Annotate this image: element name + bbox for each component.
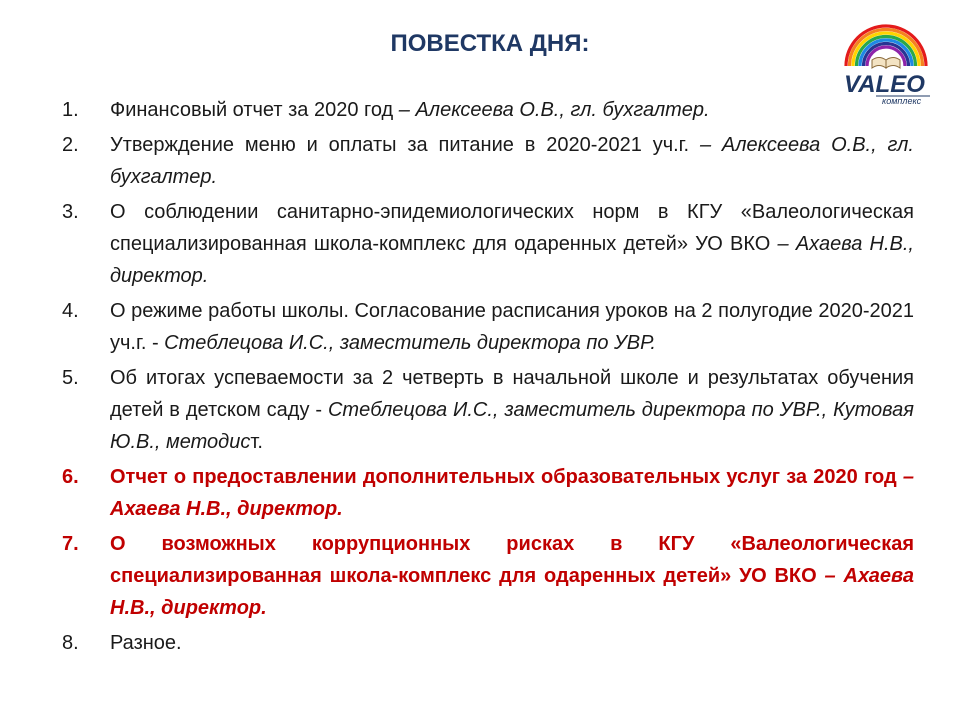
item-number: 7. (62, 533, 79, 555)
item-text (110, 461, 914, 525)
item-speaker: – Алексеева О.В., гл. бухгалтер. (398, 99, 710, 121)
item-number: 6. (62, 466, 79, 488)
item-speaker: Стеблецова И.С., заместитель директора по УВР. (164, 332, 656, 354)
item-topic: Разное. (110, 632, 182, 654)
agenda-item (62, 627, 914, 659)
item-number: 4. (62, 300, 79, 322)
item-text (110, 196, 914, 292)
item-text (110, 627, 914, 659)
logo-text-main: VALEO (844, 71, 925, 98)
item-speaker: – Ахаева Н.В., директор. (110, 565, 914, 619)
agenda-item (62, 196, 914, 292)
agenda-list (62, 94, 914, 662)
item-topic: Об итогах успеваемости за 2 четверть в начальной школе и результатах обучения детей в детском саду - (110, 367, 914, 421)
item-speaker: Стеблецова И.С., заместитель директора по УВР., Кутовая Ю.В., методис (110, 399, 914, 453)
agenda-item-highlighted (62, 461, 914, 525)
page-title: ПОВЕСТКА ДНЯ: (390, 30, 590, 57)
item-text (110, 129, 914, 193)
item-tail: т. (250, 431, 263, 453)
item-text (110, 295, 914, 359)
agenda-item (62, 129, 914, 193)
item-topic: О режиме работы школы. Согласование расписания уроков на 2 полугодие 2020-2021 уч.г. - (110, 300, 915, 354)
logo-text-sub: комплекс (882, 96, 922, 106)
item-text (110, 528, 914, 624)
item-topic: Утверждение меню и оплаты за питание в 2020-2021 уч.г. (110, 134, 700, 156)
agenda-item (62, 94, 914, 126)
item-speaker: – Ахаева Н.В., директор. (110, 466, 914, 520)
open-book-icon (872, 58, 900, 69)
item-speaker: – Алексеева О.В., гл. бухгалтер. (110, 134, 914, 188)
item-number: 1. (62, 99, 79, 121)
item-topic: Отчет о предоставлении дополнительных образовательных услуг за 2020 год (110, 466, 903, 488)
agenda-item (62, 362, 914, 458)
item-topic: Финансовый отчет за 2020 год (110, 99, 399, 121)
agenda-item (62, 295, 914, 359)
item-text (110, 362, 914, 458)
item-text (110, 94, 914, 126)
item-speaker: – Ахаева Н.В., директор. (110, 233, 914, 287)
agenda-item-highlighted (62, 528, 914, 624)
item-number: 8. (62, 632, 79, 654)
item-topic: О возможных коррупционных рисках в КГУ «Валеологическая специализированная школа-комплекс для одаренных детей» УО ВКО (110, 533, 914, 587)
item-number: 5. (62, 367, 79, 389)
item-number: 2. (62, 134, 79, 156)
item-number: 3. (62, 201, 79, 223)
item-topic: О соблюдении санитарно-эпидемиологических норм в КГУ «Валеологическая специализированная школа-комплекс для одаренных детей» УО ВКО (110, 201, 914, 255)
